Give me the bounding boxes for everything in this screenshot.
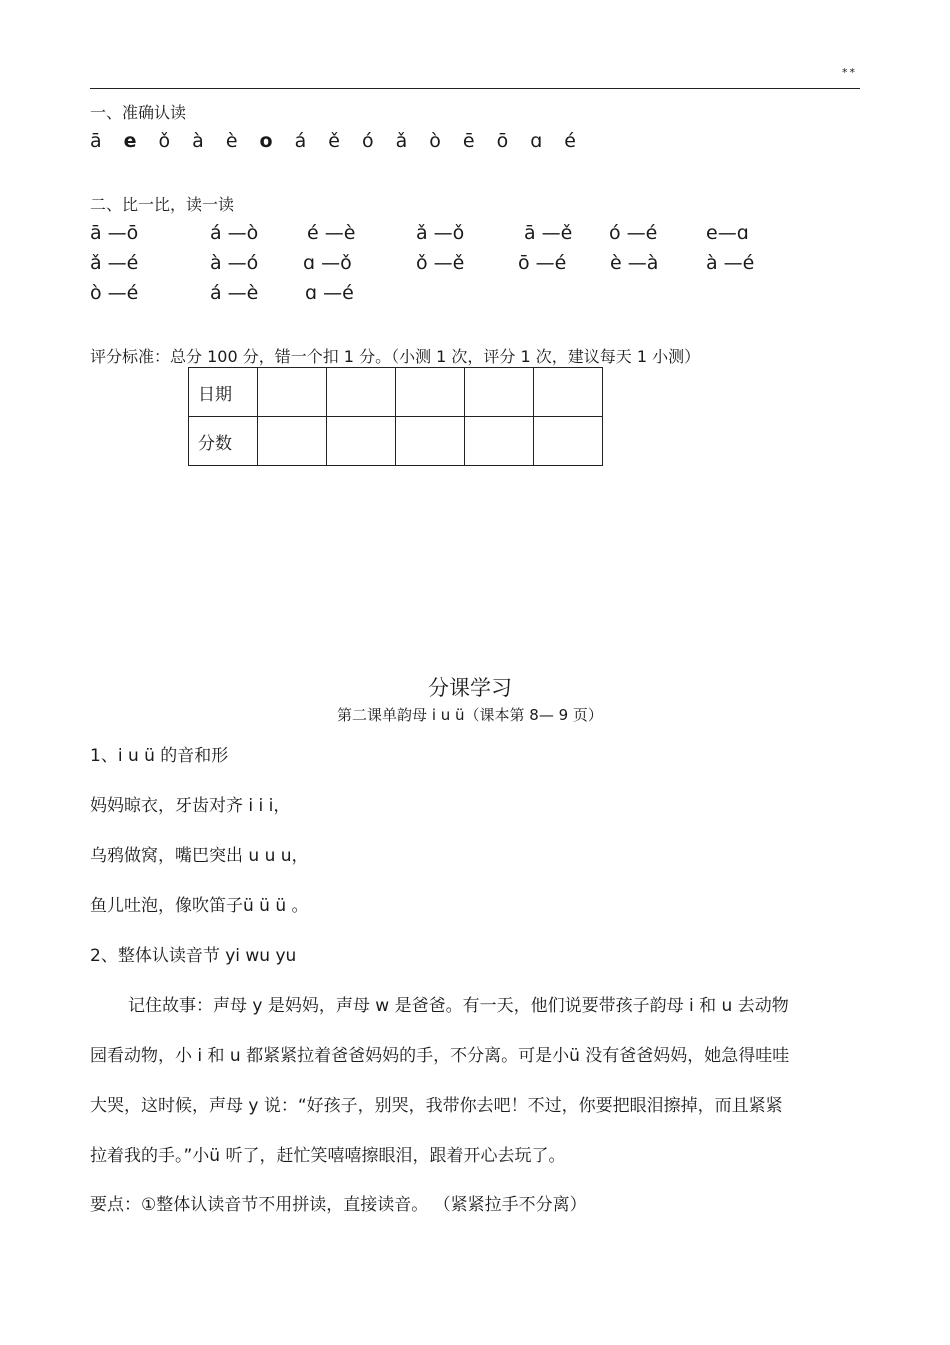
rhyme-line: 乌鸦做窝，嘴巴突出 u u u， (90, 846, 309, 866)
compare-pair: ā —ě (524, 222, 573, 244)
table-row (189, 368, 603, 417)
compare-pair: é —è (307, 222, 356, 244)
vowel: à (192, 130, 204, 152)
vowel: ǎ (395, 130, 408, 152)
scoring-criteria: 评分标准：总分 100 分，错一个扣 1 分。（小测 1 次，评分 1 次，建议每天 1 小测） (90, 347, 701, 366)
header-mark: ** (842, 66, 857, 79)
lesson-title: 分课学习 (428, 676, 512, 700)
vowel: ɑ (530, 130, 543, 152)
score-label: 分数 (189, 417, 258, 466)
vowel: ě (328, 130, 340, 152)
vowel-row (90, 130, 598, 152)
rhyme-line: 鱼儿吐泡，像吹笛子ü ü ü 。 (90, 896, 309, 916)
compare-pair: à —é (706, 252, 755, 274)
compare-pair: ó —é (609, 222, 658, 244)
header-rule (90, 88, 860, 89)
compare-pair: ɑ —é (305, 282, 354, 304)
vowel: e (123, 130, 137, 152)
compare-pair: e—ɑ (706, 222, 749, 244)
compare-pair: ɑ —ǒ (303, 252, 352, 274)
compare-pair: è —à (610, 252, 659, 274)
compare-pair: ō —é (518, 252, 567, 274)
compare-pair: ǎ —ǒ (416, 222, 465, 244)
rhyme-line: 妈妈晾衣，牙齿对齐 i i i， (90, 796, 291, 816)
score-cell[interactable] (465, 417, 534, 466)
compare-pair: ā —ō (90, 222, 139, 244)
vowel: ǒ (158, 130, 171, 152)
vowel: ā (90, 130, 102, 152)
compare-pair: á —è (210, 282, 259, 304)
vowel: ē (462, 130, 475, 152)
score-cell[interactable] (327, 417, 396, 466)
story-line: 园看动物，小 i 和 u 都紧紧拉着爸爸妈妈的手，不分离。可是小ü 没有爸爸妈妈，她急得哇哇 (90, 1046, 790, 1066)
date-cell[interactable] (327, 368, 396, 417)
vowel: á (294, 130, 307, 152)
vowel: ō (496, 130, 509, 152)
story-line: 拉着我的手。”小ü 听了，赶忙笑嘻嘻擦眼泪，跟着开心去玩了。 (90, 1146, 566, 1166)
vowel: ò (429, 130, 441, 152)
section1-title: 一、准确认读 (90, 103, 187, 122)
lesson-subtitle: 第二课单韵母 i u ü（课本第 8— 9 页） (337, 706, 603, 724)
story-line: 大哭，这时候，声母 y 说：“好孩子，别哭，我带你去吧！不过，你要把眼泪擦掉，而且紧紧 (90, 1096, 783, 1116)
vowel: è (225, 130, 238, 152)
score-cell[interactable] (396, 417, 465, 466)
section2-title: 二、比一比，读一读 (90, 195, 235, 214)
date-cell[interactable] (396, 368, 465, 417)
compare-pair: à —ó (210, 252, 259, 274)
date-cell[interactable] (465, 368, 534, 417)
score-table (188, 367, 603, 466)
compare-pair: ǒ —ě (416, 252, 465, 274)
item2-title: 2、整体认读音节 yi wu yu (90, 946, 297, 966)
date-label: 日期 (189, 368, 258, 417)
story-line: 记住故事：声母 y 是妈妈，声母 w 是爸爸。有一天，他们说要带孩子韵母 i 和 u 去动物 (128, 996, 789, 1016)
date-cell[interactable] (258, 368, 327, 417)
vowel: é (564, 130, 576, 152)
score-cell[interactable] (534, 417, 603, 466)
date-cell[interactable] (534, 368, 603, 417)
compare-pair: ò —é (90, 282, 139, 304)
item1-title: 1、i u ü 的音和形 (90, 746, 229, 766)
compare-pair: ǎ —é (90, 252, 139, 274)
compare-pair: á —ò (210, 222, 259, 244)
table-row (189, 417, 603, 466)
vowel: ó (361, 130, 374, 152)
key-point: 要点：①整体认读音节不用拼读，直接读音。 （紧紧拉手不分离） (90, 1195, 587, 1215)
score-cell[interactable] (258, 417, 327, 466)
vowel: o (259, 130, 273, 152)
